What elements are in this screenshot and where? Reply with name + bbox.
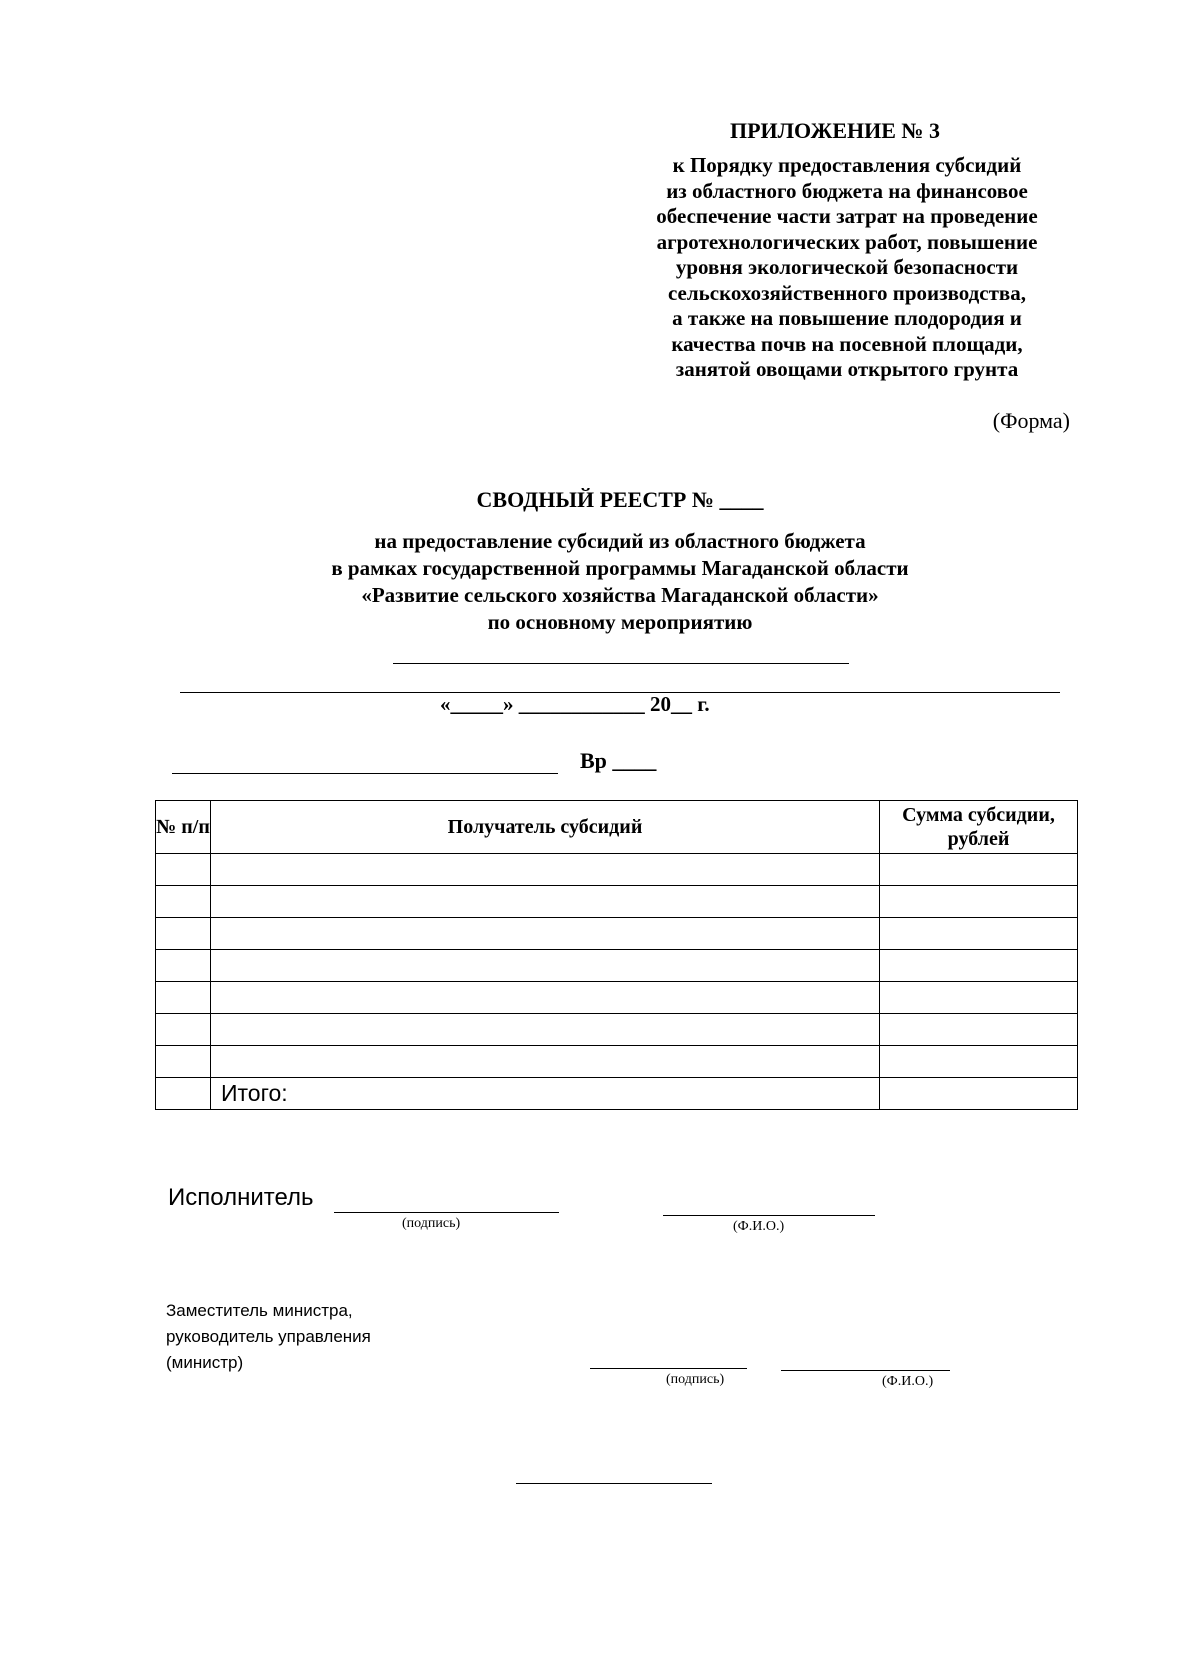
name-caption: (Ф.И.О.) — [733, 1219, 785, 1234]
cell-sum[interactable] — [880, 886, 1078, 918]
appendix-subtitle-line: сельскохозяйственного производства, — [667, 280, 1027, 305]
appendix-subtitle — [612, 153, 1082, 383]
table-row — [156, 854, 1078, 886]
form-label: (Форма) — [992, 408, 1070, 433]
cell-number[interactable] — [156, 982, 211, 1014]
cell-number — [156, 1078, 211, 1110]
cell-number[interactable] — [156, 1014, 211, 1046]
cell-number[interactable] — [156, 950, 211, 982]
cell-total-sum[interactable] — [880, 1078, 1078, 1110]
cell-recipient[interactable] — [211, 982, 880, 1014]
deputy-signature-caption: (подпись) — [666, 1372, 725, 1387]
cell-recipient[interactable] — [211, 918, 880, 950]
deputy-line: Заместитель министра, — [166, 1301, 353, 1320]
table-row — [156, 886, 1078, 918]
table-row — [156, 1014, 1078, 1046]
appendix-subtitle-line: агротехнологических работ, повышение — [656, 229, 1038, 254]
header-sum: Сумма субсидии, рублей — [880, 801, 1078, 854]
cell-number[interactable] — [156, 886, 211, 918]
deputy-line: руководитель управления — [166, 1327, 371, 1346]
header-recipient: Получатель субсидий — [211, 801, 880, 854]
table-total-row — [156, 1078, 1078, 1110]
cell-recipient[interactable] — [211, 950, 880, 982]
registry-subtitle-line: «Развитие сельского хозяйства Магаданской области» — [361, 583, 879, 607]
organization-blank-line — [172, 773, 558, 774]
cell-sum[interactable] — [880, 918, 1078, 950]
appendix-subtitle-line: к Порядку предоставления субсидий — [672, 153, 1022, 177]
deputy-line: (министр) — [166, 1353, 244, 1372]
registry-subtitle — [240, 528, 1000, 636]
table-row — [156, 950, 1078, 982]
appendix-subtitle-line: из областного бюджета на финансовое — [666, 178, 1028, 203]
total-label: Итого: — [211, 1078, 880, 1110]
cell-recipient[interactable] — [211, 886, 880, 918]
closing-divider — [516, 1483, 712, 1484]
date-line: «_____» ____________ 20__ г. — [440, 692, 710, 716]
cell-recipient[interactable] — [211, 1014, 880, 1046]
registry-title: СВОДНЫЙ РЕЕСТР № ____ — [476, 487, 764, 512]
cell-sum[interactable] — [880, 1046, 1078, 1078]
cell-recipient[interactable] — [211, 854, 880, 886]
cell-sum[interactable] — [880, 1014, 1078, 1046]
appendix-subtitle-line: а также на повышение плодородия и — [672, 306, 1022, 330]
event-blank-line — [393, 663, 849, 664]
executor-name-line[interactable] — [663, 1215, 875, 1216]
cell-number[interactable] — [156, 1046, 211, 1078]
cell-recipient[interactable] — [211, 1046, 880, 1078]
cell-sum[interactable] — [880, 982, 1078, 1014]
br-label: Вр ____ — [580, 748, 657, 773]
table-header-row — [156, 801, 1078, 854]
cell-number[interactable] — [156, 918, 211, 950]
appendix-subtitle-line: занятой овощами открытого грунта — [675, 357, 1019, 381]
cell-sum[interactable] — [880, 950, 1078, 982]
executor-label: Исполнитель — [168, 1184, 314, 1211]
cell-sum[interactable] — [880, 854, 1078, 886]
registry-subtitle-line: по основному мероприятию — [487, 610, 753, 634]
deputy-name-caption: (Ф.И.О.) — [882, 1374, 934, 1389]
header-number: № п/п — [156, 801, 211, 854]
registry-table — [155, 800, 1078, 1110]
appendix-subtitle-line: обеспечение части затрат на проведение — [656, 204, 1038, 228]
executor-signature-line[interactable] — [334, 1212, 559, 1213]
registry-subtitle-line: на предоставление субсидий из областного бюджета — [374, 529, 866, 553]
deputy-name-line[interactable] — [781, 1370, 950, 1371]
appendix-subtitle-line: качества почв на посевной площади, — [671, 331, 1023, 356]
appendix-subtitle-line: уровня экологической безопасности — [675, 255, 1019, 279]
cell-number[interactable] — [156, 854, 211, 886]
appendix-title: ПРИЛОЖЕНИЕ № 3 — [729, 118, 941, 143]
registry-subtitle-line: в рамках государственной программы Магаданской области — [331, 556, 909, 580]
table-row — [156, 918, 1078, 950]
deputy-position — [166, 1298, 371, 1376]
deputy-signature-line[interactable] — [590, 1368, 747, 1369]
table-row — [156, 1046, 1078, 1078]
signature-caption: (подпись) — [402, 1216, 461, 1231]
table-row — [156, 982, 1078, 1014]
